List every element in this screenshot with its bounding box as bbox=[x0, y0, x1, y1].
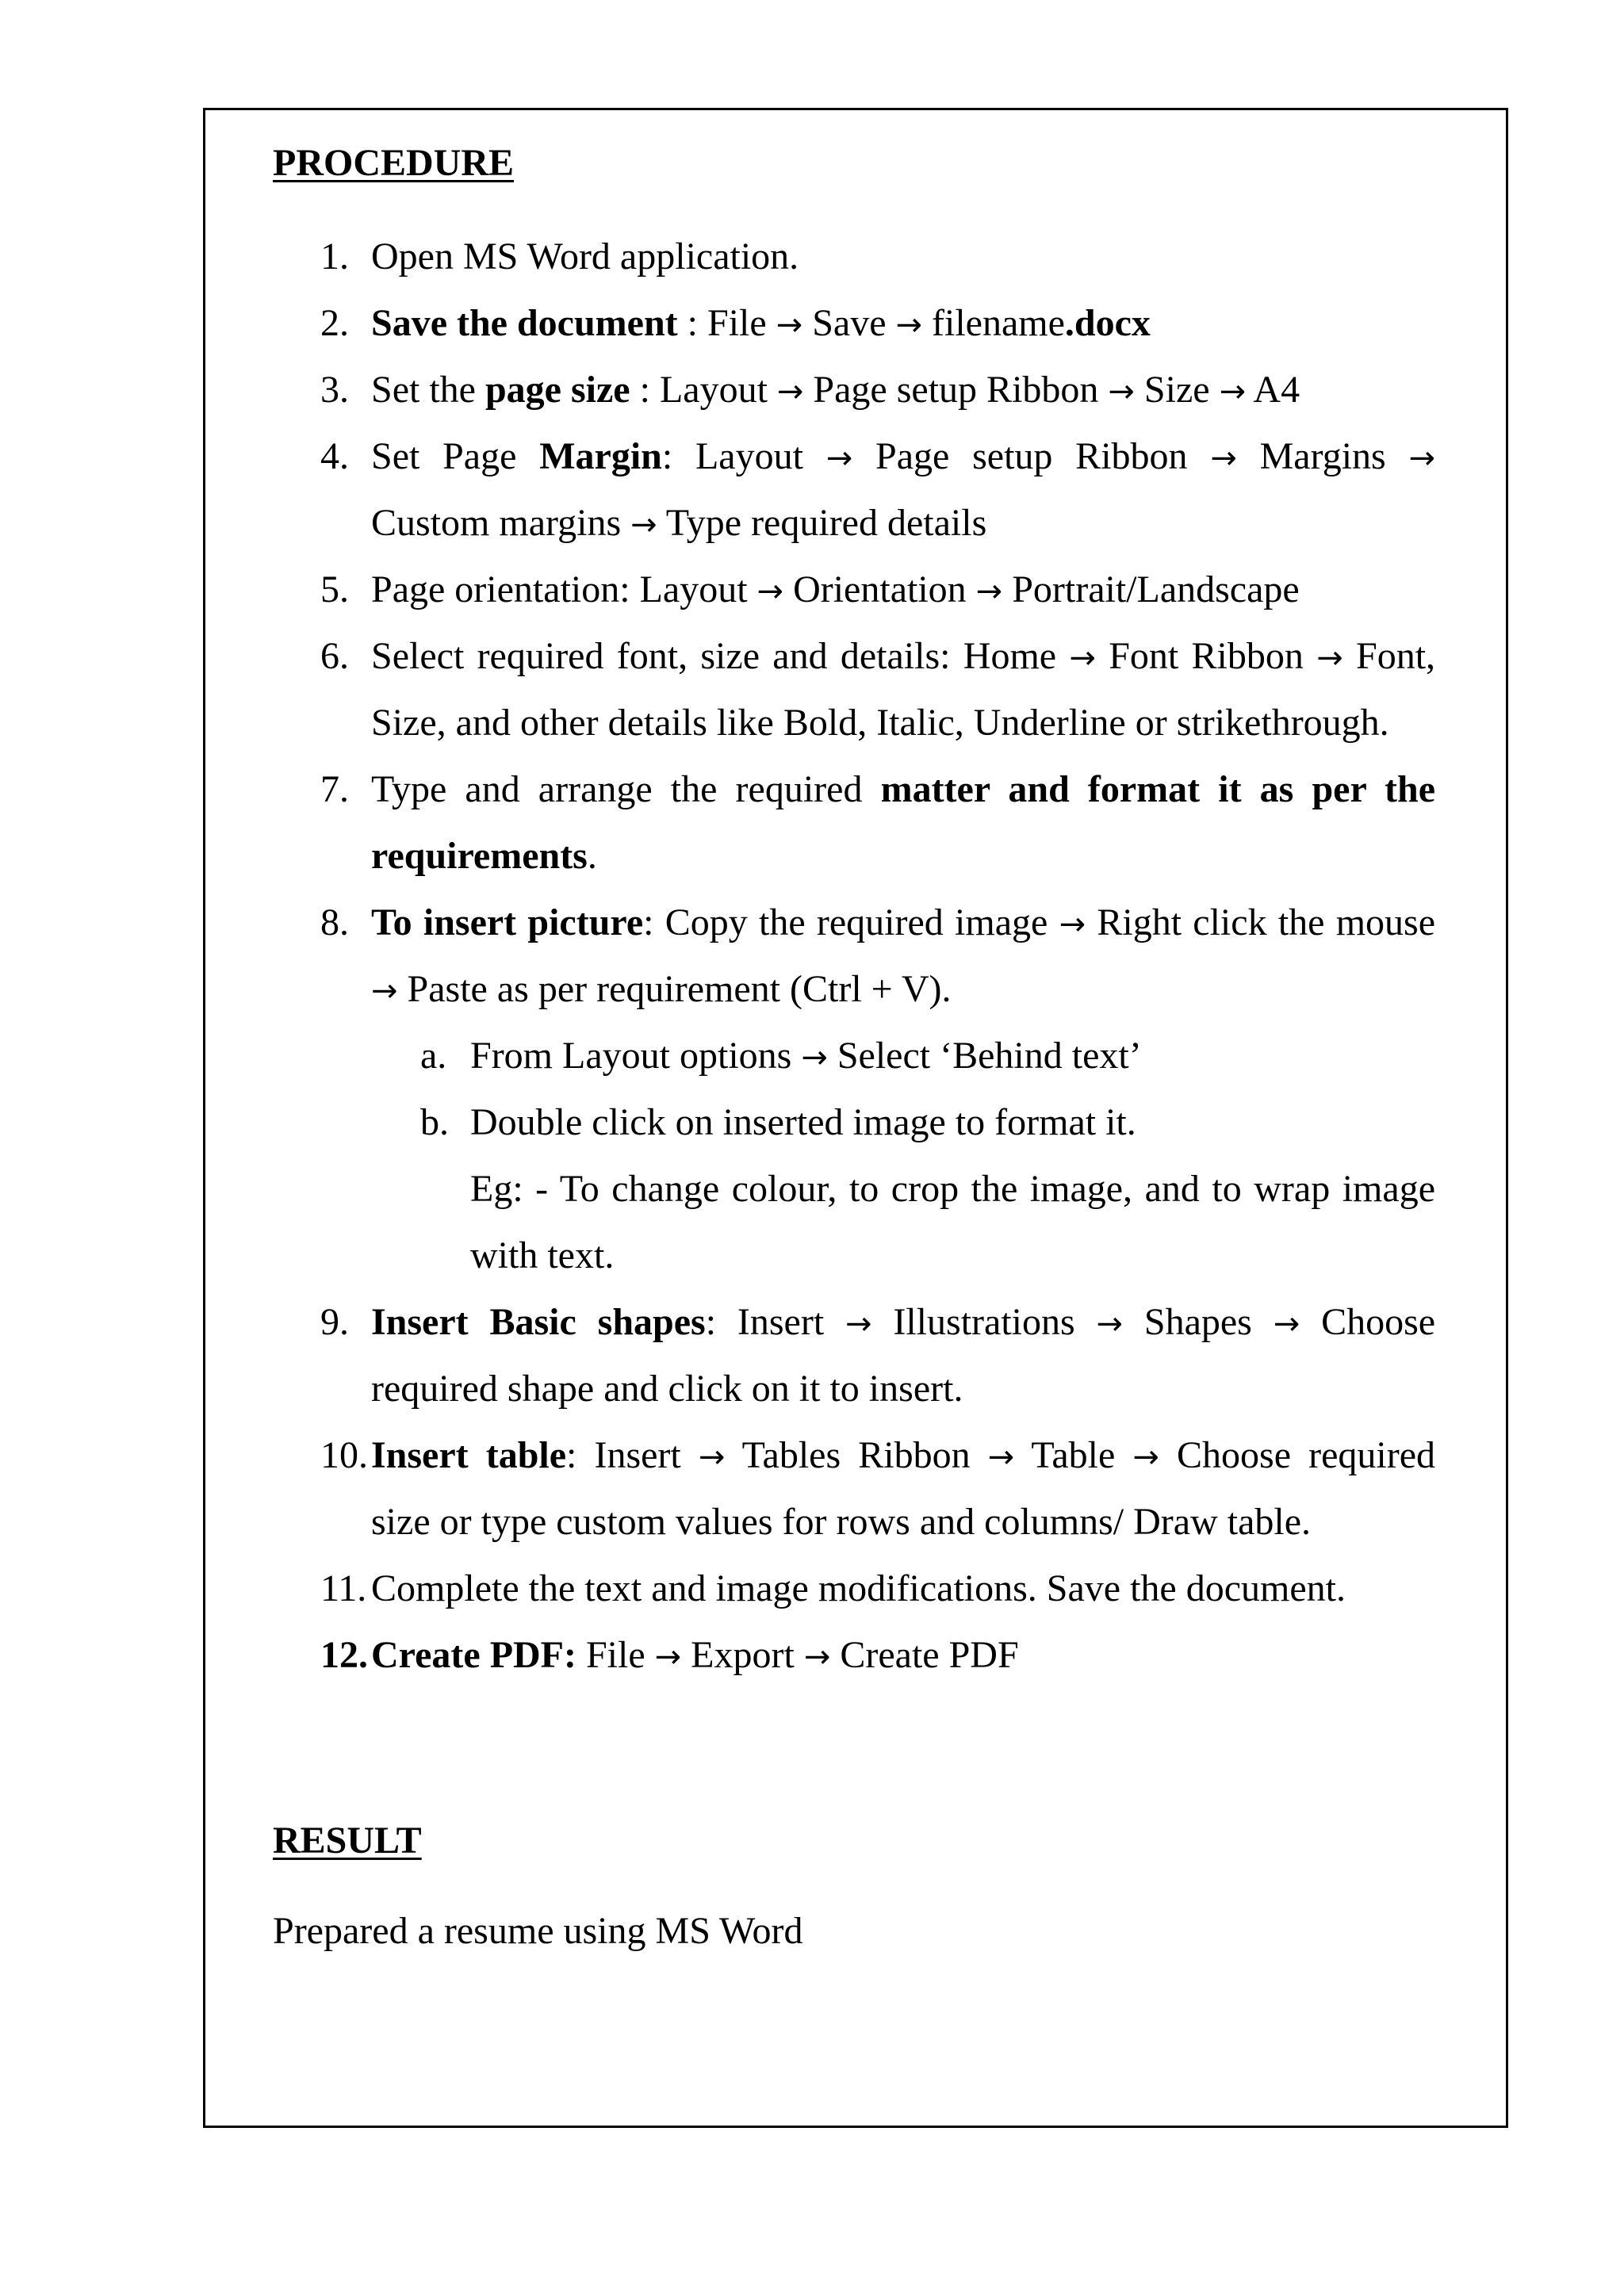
step-1-text: Open MS Word application. bbox=[371, 235, 799, 277]
step-8a-text: From Layout options → Select ‘Behind text’ bbox=[470, 1035, 1142, 1077]
step-number: 12. bbox=[320, 1634, 368, 1676]
arrow-icon: → bbox=[756, 573, 784, 610]
step-number: 5. bbox=[320, 568, 349, 610]
arrow-icon: → bbox=[1316, 640, 1343, 676]
step-number: 7. bbox=[320, 768, 349, 810]
step-3-text: Set the page size : Layout → Page setup Ribbon → Size → A4 bbox=[371, 369, 1300, 411]
result-heading: RESULT bbox=[273, 1820, 422, 1862]
arrow-icon: → bbox=[698, 1439, 726, 1475]
arrow-icon: → bbox=[803, 1639, 831, 1675]
arrow-icon: → bbox=[1219, 373, 1247, 410]
step-8b-example-cont: with text. bbox=[470, 1234, 615, 1276]
step-number: 1. bbox=[320, 235, 349, 277]
arrow-icon: → bbox=[1108, 373, 1135, 410]
sub-step-label: a. bbox=[420, 1035, 447, 1077]
arrow-icon: → bbox=[825, 440, 853, 476]
arrow-icon: → bbox=[1273, 1306, 1300, 1342]
step-number: 8. bbox=[320, 901, 349, 943]
step-11-text: Complete the text and image modifications. Save the document. bbox=[371, 1567, 1346, 1609]
step-8b-example: Eg: - To change colour, to crop the image, and to wrap image bbox=[470, 1168, 1435, 1210]
arrow-icon: → bbox=[630, 507, 657, 543]
step-9-text-cont: required shape and click on it to insert. bbox=[371, 1368, 963, 1410]
result-text: Prepared a resume using MS Word bbox=[273, 1910, 803, 1952]
arrow-icon: → bbox=[895, 307, 923, 343]
step-6-text-cont: Size, and other details like Bold, Italic, Underline or strikethrough. bbox=[371, 702, 1389, 744]
step-10-text: Insert table: Insert → Tables Ribbon → Table → Choose required bbox=[371, 1434, 1435, 1476]
step-9-text: Insert Basic shapes: Insert → Illustrations → Shapes → Choose bbox=[371, 1301, 1436, 1343]
step-8b-text: Double click on inserted image to format it. bbox=[470, 1101, 1136, 1143]
arrow-icon: → bbox=[975, 573, 1003, 610]
step-10-text-cont: size or type custom values for rows and columns/ Draw table. bbox=[371, 1501, 1312, 1543]
arrow-icon: → bbox=[1408, 440, 1436, 476]
arrow-icon: → bbox=[987, 1439, 1015, 1475]
arrow-icon: → bbox=[1210, 440, 1237, 476]
step-number: 10. bbox=[320, 1434, 368, 1476]
step-8-text: To insert picture: Copy the required image → Right click the mouse bbox=[371, 901, 1436, 943]
arrow-icon: → bbox=[371, 973, 398, 1009]
step-number: 11. bbox=[320, 1567, 367, 1609]
arrow-icon: → bbox=[776, 373, 804, 410]
step-number: 3. bbox=[320, 369, 349, 411]
arrow-icon: → bbox=[776, 307, 803, 343]
step-4-text: Set Page Margin: Layout → Page setup Ribbon → Margins → bbox=[371, 435, 1436, 477]
procedure-heading: PROCEDURE bbox=[273, 142, 515, 184]
step-12-text: Create PDF: File → Export → Create PDF bbox=[371, 1634, 1019, 1676]
step-5-text: Page orientation: Layout → Orientation → Portrait/Landscape bbox=[371, 568, 1300, 610]
step-number: 2. bbox=[320, 302, 349, 344]
step-4-text-cont: Custom margins → Type required details bbox=[371, 502, 987, 544]
step-6-text: Select required font, size and details: Home → Font Ribbon → Font, bbox=[371, 635, 1436, 677]
step-7-text: Type and arrange the required matter and format it as per the bbox=[371, 768, 1436, 810]
step-8-text-cont: → Paste as per requirement (Ctrl + V). bbox=[371, 968, 952, 1010]
arrow-icon: → bbox=[1069, 640, 1096, 676]
arrow-icon: → bbox=[845, 1306, 872, 1342]
arrow-icon: → bbox=[1132, 1439, 1159, 1475]
arrow-icon: → bbox=[1059, 906, 1086, 943]
arrow-icon: → bbox=[654, 1639, 682, 1675]
sub-step-label: b. bbox=[420, 1101, 449, 1143]
step-number: 9. bbox=[320, 1301, 349, 1343]
arrow-icon: → bbox=[1096, 1306, 1124, 1342]
step-7-text-cont: requirements. bbox=[371, 835, 597, 877]
step-number: 4. bbox=[320, 435, 349, 477]
step-number: 6. bbox=[320, 635, 349, 677]
step-2-text: Save the document : File → Save → filename.docx bbox=[371, 302, 1151, 344]
arrow-icon: → bbox=[801, 1039, 828, 1076]
